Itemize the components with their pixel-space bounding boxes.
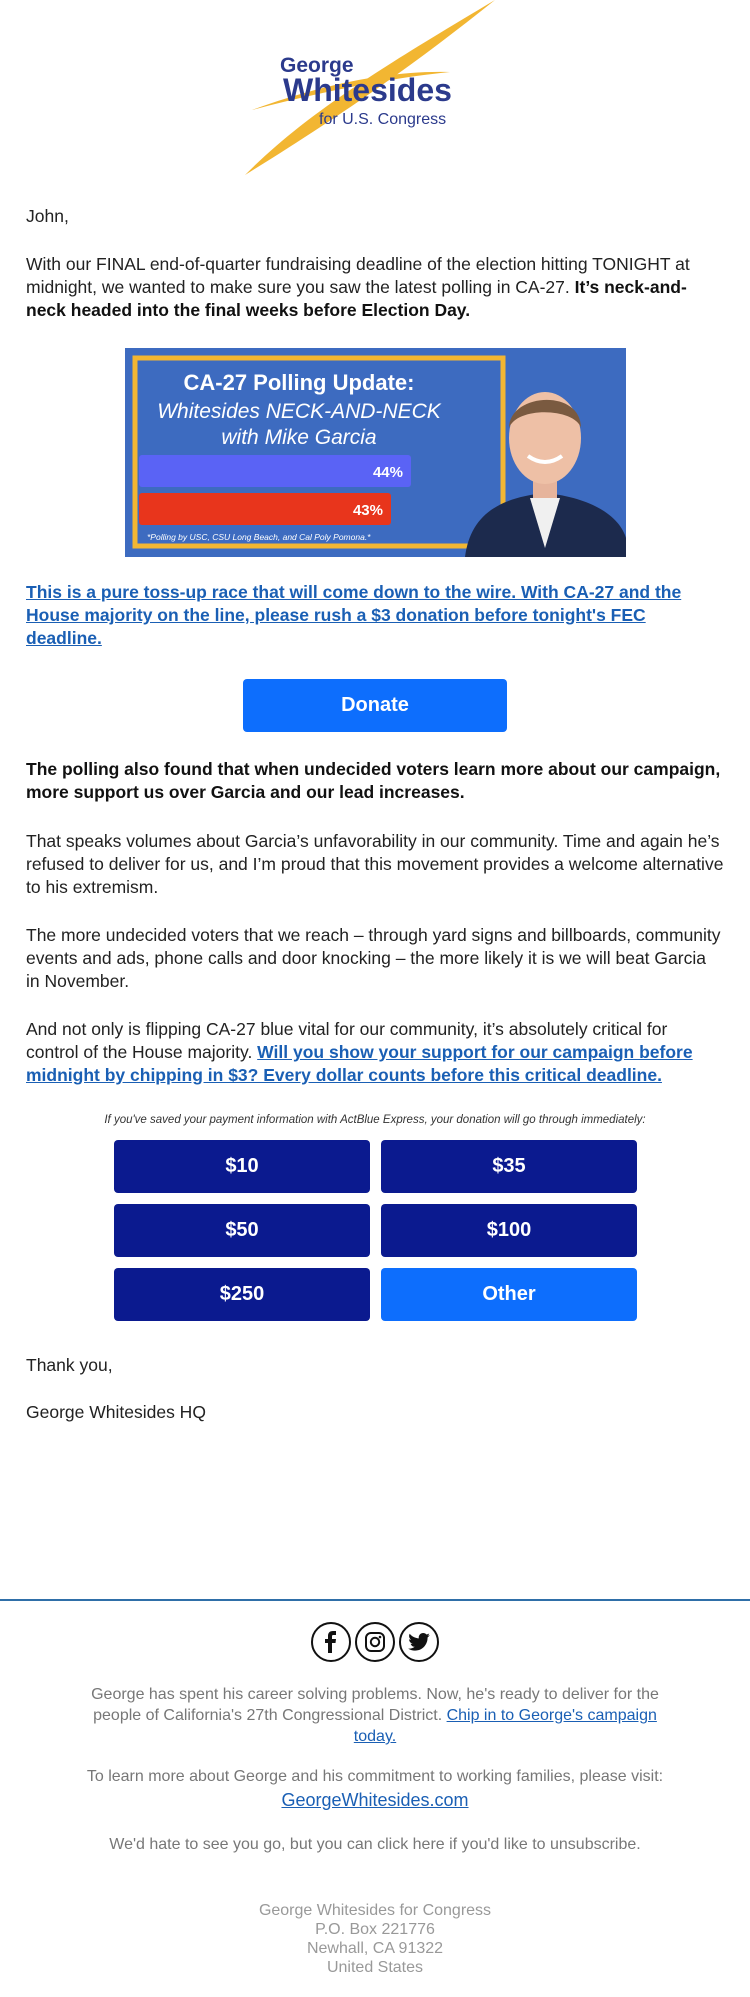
flip-text: And not only is flipping CA-27 blue vital for our community, it’s absolutely critical for control of the House majority. <box>26 1019 668 1062</box>
garcia-paragraph: That speaks volumes about Garcia’s unfavorability in our community. Time and again he’s refused to deliver for us, and I’m proud that this movement provides a welcome alternative to his extremism. <box>26 831 724 897</box>
instagram-icon[interactable] <box>355 1622 395 1662</box>
donate-50-button[interactable]: $50 <box>114 1204 370 1257</box>
footer-learn-text: To learn more about George and his commitment to working families, please visit: <box>86 1768 664 1785</box>
website-link[interactable]: GeorgeWhitesides.com <box>281 1790 469 1810</box>
unsubscribe-text[interactable]: We'd hate to see you go, but you can click here if you'd like to unsubscribe. <box>109 1836 641 1853</box>
footer-website <box>0 1789 750 1811</box>
donate-250-button[interactable]: $250 <box>114 1268 370 1321</box>
logo-line2: Whitesides <box>283 72 452 108</box>
footer-chip-in-link[interactable]: Chip in to George's campaign today. <box>353 1707 657 1745</box>
greeting: John, <box>26 206 69 226</box>
signature: George Whitesides HQ <box>26 1402 206 1422</box>
footer-about <box>0 1684 750 1747</box>
twitter-icon[interactable] <box>399 1622 439 1662</box>
polling-bar-whitesides-label: 44% <box>372 464 403 481</box>
chip-in-link[interactable]: Will you show your support for our campaign before midnight by chipping in $3? Every dollar counts before this critical deadline. <box>26 1042 693 1085</box>
donate-other-button[interactable]: Other <box>381 1268 637 1321</box>
signoff: Thank you, <box>26 1355 113 1375</box>
donate-35-button[interactable]: $35 <box>381 1140 637 1193</box>
banner-title: CA-27 Polling Update: <box>183 370 415 395</box>
actblue-express-note: If you've saved your payment information with ActBlue Express, your donation will go through immediately: <box>104 1114 646 1126</box>
campaign-logo <box>240 0 510 178</box>
donate-100-button[interactable]: $100 <box>381 1204 637 1257</box>
donate-button[interactable]: Donate <box>243 679 507 732</box>
address-city: Newhall, CA 91322 <box>306 1940 444 1957</box>
footer-about-text: George has spent his career solving problems. Now, he's ready to deliver for the people of California's 27th Congressional District. <box>91 1686 659 1724</box>
intro-text: With our FINAL end-of-quarter fundraising deadline of the election hitting TONIGHT at midnight, we wanted to make sure you saw the latest polling in CA-27. <box>26 254 690 297</box>
intro-bold: It’s neck-and-neck headed into the final weeks before Election Day. <box>26 277 687 320</box>
banner-line2: Whitesides NECK-AND-NECK <box>157 400 441 423</box>
banner-line3: with Mike Garcia <box>221 426 377 449</box>
footer-divider <box>0 1599 750 1601</box>
banner-footnote: *Polling by USC, CSU Long Beach, and Cal Poly Pomona.* <box>147 532 371 542</box>
reach-paragraph: The more undecided voters that we reach – through yard signs and billboards, community events and ads, phone calls and door knocking – the more likely it is we will beat Garcia in November. <box>26 925 721 991</box>
polling-banner-image <box>125 348 626 557</box>
logo-line3: for U.S. Congress <box>319 111 447 128</box>
address-pobox: P.O. Box 221776 <box>315 1921 435 1938</box>
flip-paragraph <box>26 1018 724 1087</box>
logo-line1: George <box>280 54 354 77</box>
polling-bar-whitesides <box>139 455 411 487</box>
polling-bar-garcia-label: 43% <box>352 502 383 519</box>
intro-paragraph <box>26 253 724 322</box>
undecided-voters-paragraph: The polling also found that when undecided voters learn more about our campaign, more support us over Garcia and our lead increases. <box>26 759 721 802</box>
address-org: George Whitesides for Congress <box>258 1902 492 1919</box>
toss-up-donation-link[interactable]: This is a pure toss-up race that will come down to the wire. With CA-27 and the House majority on the line, please rush a $3 donation before tonight's FEC deadline. <box>26 582 682 648</box>
donate-10-button[interactable]: $10 <box>114 1140 370 1193</box>
facebook-icon[interactable] <box>311 1622 351 1662</box>
address-country: United States <box>326 1959 424 1976</box>
